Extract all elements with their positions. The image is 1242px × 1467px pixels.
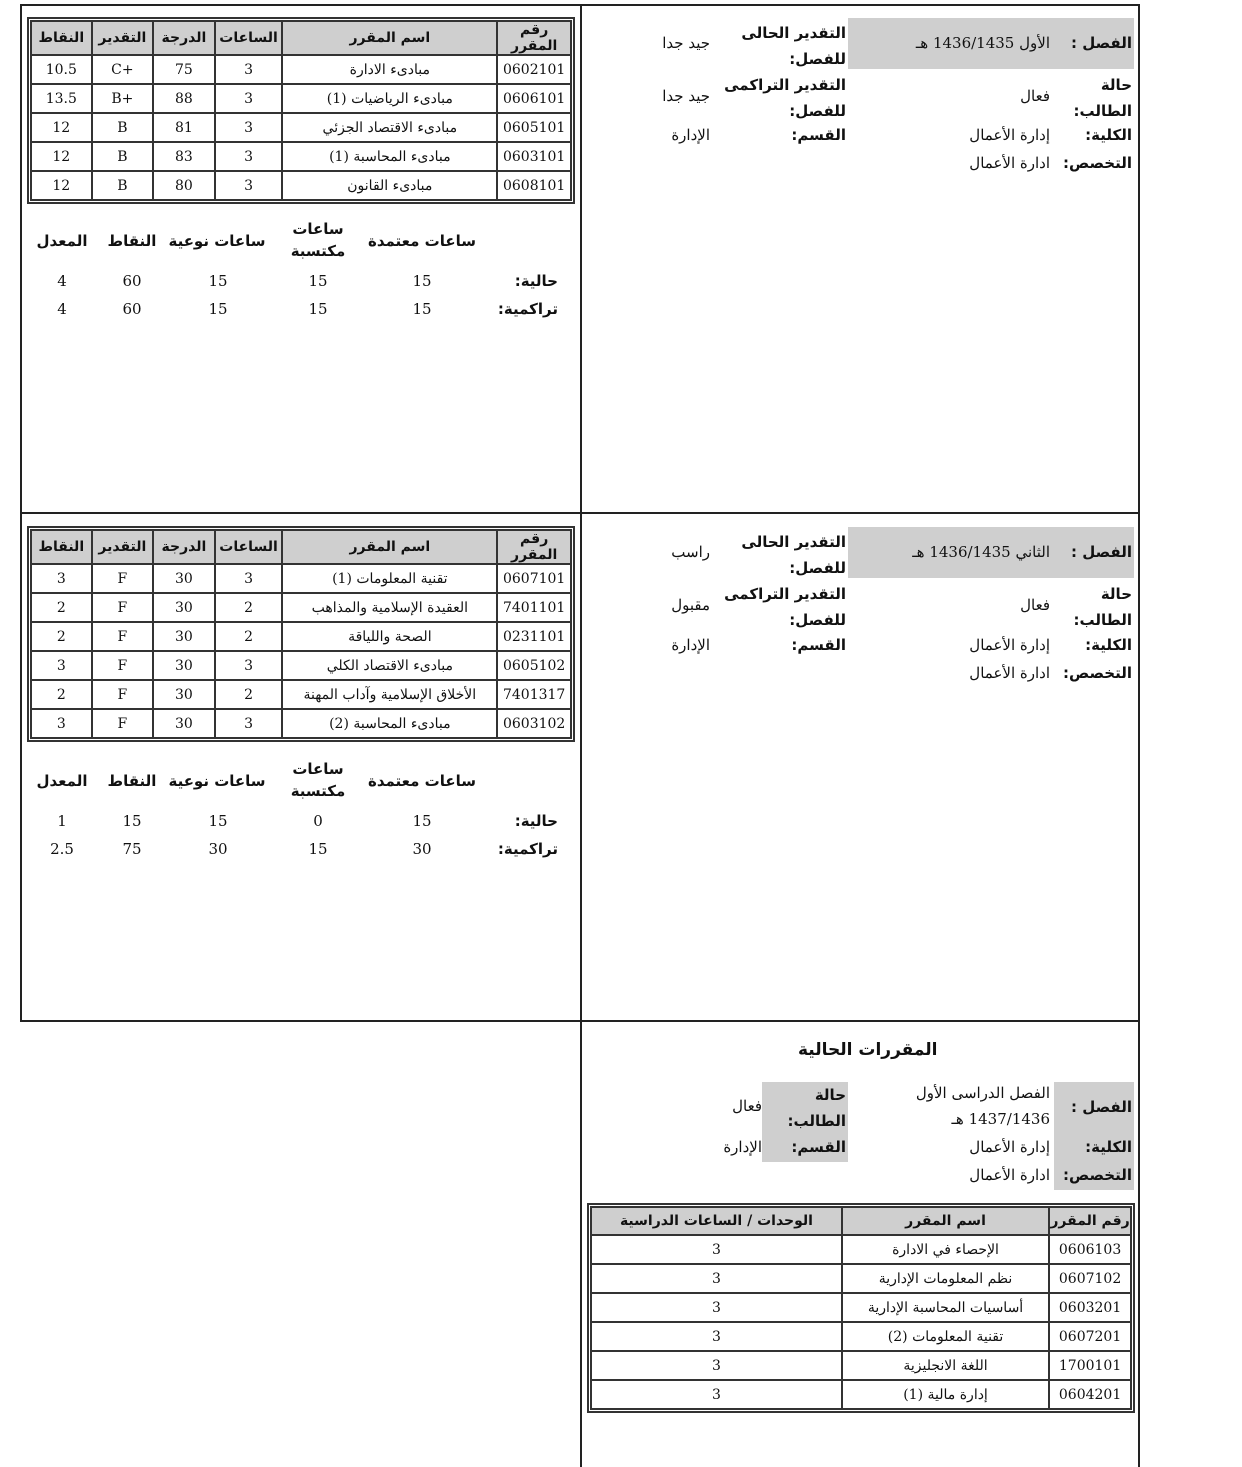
course-points: 3 <box>31 651 92 680</box>
summary-cumulative-gpa: 4 <box>57 300 67 318</box>
course-points: 10.5 <box>31 55 92 84</box>
table-row <box>31 622 571 651</box>
table-row <box>591 1235 1131 1264</box>
course-grade: C+ <box>92 55 154 84</box>
course-points: 12 <box>31 113 92 142</box>
cumulative-grade-value: مقبول <box>671 596 710 614</box>
header-course-code: رقم المقرر <box>497 21 571 55</box>
college-value: إدارة الأعمال <box>969 126 1050 144</box>
semester-2-summary <box>22 756 578 866</box>
summary-current-points: 15 <box>122 812 142 830</box>
department-value: الإدارة <box>671 636 710 654</box>
course-grade: B <box>92 142 154 171</box>
summary-header-gpa: المعدل <box>36 232 88 250</box>
cumulative-grade-label: التقدير التراكمى للفصل: <box>724 585 846 629</box>
table-header-row <box>31 530 571 564</box>
course-code: 7401101 <box>497 593 571 622</box>
student-status-label: حالة الطالب: <box>787 1086 846 1130</box>
course-code: 0607201 <box>1049 1322 1131 1351</box>
course-code: 7401317 <box>497 680 571 709</box>
table-row <box>31 709 571 738</box>
semester-value: الأول 1436/1435 هـ <box>915 34 1050 52</box>
course-name: تقنية المعلومات (2) <box>842 1322 1049 1351</box>
summary-current-quality: 15 <box>208 812 228 830</box>
summary-header-earned-hours: ساعات مكتسبة <box>290 760 346 800</box>
course-name: أساسيات المحاسبة الإدارية <box>842 1293 1049 1322</box>
course-points: 13.5 <box>31 84 92 113</box>
summary-cumulative-gpa: 2.5 <box>50 840 74 858</box>
semester-label: الفصل : <box>1071 1098 1132 1116</box>
course-name: الصحة واللياقة <box>282 622 497 651</box>
semester-label: الفصل : <box>1071 34 1132 52</box>
course-name: الإحصاء في الادارة <box>842 1235 1049 1264</box>
department-value: الإدارة <box>671 126 710 144</box>
course-points: 2 <box>31 622 92 651</box>
summary-cumulative-credit: 30 <box>412 840 432 858</box>
summary-cumulative-earned: 15 <box>308 840 328 858</box>
semester-2-courses-table <box>30 529 572 739</box>
table-row <box>591 1293 1131 1322</box>
course-hours: 3 <box>215 113 283 142</box>
course-grade: F <box>92 593 154 622</box>
course-score: 30 <box>153 564 215 593</box>
course-units: 3 <box>591 1293 842 1322</box>
course-grade: B <box>92 171 154 200</box>
header-course-code: رقم المقرر <box>497 530 571 564</box>
course-name: مبادىء الادارة <box>282 55 497 84</box>
course-code: 0608101 <box>497 171 571 200</box>
summary-current-gpa: 4 <box>57 272 67 290</box>
header-score: الدرجة <box>153 530 215 564</box>
course-code: 0603101 <box>497 142 571 171</box>
course-score: 30 <box>153 709 215 738</box>
frame-line <box>580 4 582 1467</box>
course-points: 3 <box>31 709 92 738</box>
course-code: 0606101 <box>497 84 571 113</box>
major-label: التخصص: <box>1063 154 1132 172</box>
summary-current-gpa: 1 <box>57 812 67 830</box>
header-hours: الساعات <box>215 21 283 55</box>
course-name: اللغة الانجليزية <box>842 1351 1049 1380</box>
course-grade: B <box>92 113 154 142</box>
summary-cumulative-label: تراكمية: <box>497 300 558 318</box>
course-points: 12 <box>31 171 92 200</box>
summary-current-earned: 15 <box>308 272 328 290</box>
department-label: القسم: <box>791 1138 846 1156</box>
semester-value-line2: 1437/1436 هـ <box>951 1110 1050 1128</box>
table-row <box>591 1380 1131 1409</box>
summary-header-credit-hours: ساعات معتمدة <box>367 232 476 250</box>
course-score: 83 <box>153 142 215 171</box>
semester-1-summary <box>22 216 578 326</box>
course-score: 75 <box>153 55 215 84</box>
summary-header-points: النقاط <box>107 232 157 250</box>
course-units: 3 <box>591 1264 842 1293</box>
summary-current-credit: 15 <box>412 272 432 290</box>
course-hours: 3 <box>215 171 283 200</box>
summary-current-points: 60 <box>122 272 142 290</box>
table-row <box>591 1322 1131 1351</box>
course-code: 0604201 <box>1049 1380 1131 1409</box>
header-points: النقاط <box>31 21 92 55</box>
summary-header-credit-hours: ساعات معتمدة <box>367 772 476 790</box>
frame-line <box>20 512 1140 514</box>
header-grade: التقدير <box>92 21 154 55</box>
summary-cumulative-earned: 15 <box>308 300 328 318</box>
summary-current-credit: 15 <box>412 812 432 830</box>
header-units: الوحدات / الساعات الدراسية <box>591 1207 842 1235</box>
course-units: 3 <box>591 1235 842 1264</box>
current-grade-value: راسب <box>671 543 710 561</box>
semester-1-courses-table <box>30 20 572 201</box>
table-row <box>31 593 571 622</box>
course-score: 30 <box>153 593 215 622</box>
header-score: الدرجة <box>153 21 215 55</box>
major-value: ادارة الأعمال <box>969 154 1050 172</box>
header-course-code: رقم المقرر <box>1049 1207 1131 1235</box>
course-score: 30 <box>153 680 215 709</box>
table-header-row <box>31 21 571 55</box>
course-hours: 3 <box>215 709 283 738</box>
semester-label: الفصل : <box>1071 543 1132 561</box>
major-label: التخصص: <box>1063 1166 1132 1184</box>
table-row <box>591 1351 1131 1380</box>
course-points: 3 <box>31 564 92 593</box>
course-name: مبادىء المحاسبة (1) <box>282 142 497 171</box>
course-units: 3 <box>591 1380 842 1409</box>
course-name: تقنية المعلومات (1) <box>282 564 497 593</box>
department-label: القسم: <box>791 636 846 654</box>
summary-current-label: حالية: <box>514 272 558 290</box>
course-code: 0607101 <box>497 564 571 593</box>
course-code: 0607102 <box>1049 1264 1131 1293</box>
summary-header-quality-hours: ساعات نوعية <box>168 772 266 790</box>
college-label: الكلية: <box>1085 636 1132 654</box>
summary-header-earned-hours: ساعات مكتسبة <box>290 220 346 260</box>
course-name: العقيدة الإسلامية والمذاهب <box>282 593 497 622</box>
student-status-value: فعال <box>1020 596 1050 614</box>
course-hours: 3 <box>215 142 283 171</box>
summary-current-quality: 15 <box>208 272 228 290</box>
course-code: 0603102 <box>497 709 571 738</box>
course-grade: F <box>92 709 154 738</box>
table-row <box>31 84 571 113</box>
department-value: الإدارة <box>723 1138 762 1156</box>
current-grade-label: التقدير الحالى للفصل: <box>741 24 846 68</box>
summary-cumulative-quality: 30 <box>208 840 228 858</box>
current-courses-title: المقررات الحالية <box>798 1040 938 1060</box>
college-value: إدارة الأعمال <box>969 1138 1050 1156</box>
course-score: 80 <box>153 171 215 200</box>
course-score: 88 <box>153 84 215 113</box>
course-code: 0605102 <box>497 651 571 680</box>
summary-header-quality-hours: ساعات نوعية <box>168 232 266 250</box>
current-courses-table <box>590 1206 1132 1410</box>
header-grade: التقدير <box>92 530 154 564</box>
course-code: 1700101 <box>1049 1351 1131 1380</box>
college-value: إدارة الأعمال <box>969 636 1050 654</box>
summary-cumulative-label: تراكمية: <box>497 840 558 858</box>
course-grade: F <box>92 622 154 651</box>
course-name: إدارة مالية (1) <box>842 1380 1049 1409</box>
course-name: مبادىء القانون <box>282 171 497 200</box>
major-label: التخصص: <box>1063 664 1132 682</box>
course-name: مبادىء المحاسبة (2) <box>282 709 497 738</box>
table-row <box>31 651 571 680</box>
table-row <box>591 1264 1131 1293</box>
semester-value: الثاني 1436/1435 هـ <box>912 543 1050 561</box>
summary-cumulative-points: 75 <box>122 840 142 858</box>
header-course-name: اسم المقرر <box>282 21 497 55</box>
course-grade: F <box>92 564 154 593</box>
semester-value-line1: الفصل الدراسى الأول <box>915 1084 1050 1102</box>
course-score: 30 <box>153 622 215 651</box>
table-row <box>31 113 571 142</box>
table-header-row <box>591 1207 1131 1235</box>
course-name: مبادىء الاقتصاد الكلي <box>282 651 497 680</box>
table-row <box>31 55 571 84</box>
department-label: القسم: <box>791 126 846 144</box>
current-grade-label: التقدير الحالى للفصل: <box>741 533 846 577</box>
course-code: 0231101 <box>497 622 571 651</box>
current-grade-value: جيد جدا <box>662 34 710 52</box>
course-points: 2 <box>31 680 92 709</box>
course-hours: 3 <box>215 84 283 113</box>
college-label: الكلية: <box>1085 1138 1132 1156</box>
student-status-label: حالة الطالب: <box>1073 76 1132 120</box>
header-points: النقاط <box>31 530 92 564</box>
course-hours: 2 <box>215 680 283 709</box>
frame-line <box>1138 4 1140 1467</box>
course-points: 2 <box>31 593 92 622</box>
course-hours: 2 <box>215 593 283 622</box>
summary-cumulative-credit: 15 <box>412 300 432 318</box>
header-course-name: اسم المقرر <box>842 1207 1049 1235</box>
summary-current-earned: 0 <box>313 812 323 830</box>
course-hours: 3 <box>215 55 283 84</box>
summary-current-label: حالية: <box>514 812 558 830</box>
table-row <box>31 680 571 709</box>
major-value: ادارة الأعمال <box>969 1166 1050 1184</box>
course-hours: 3 <box>215 651 283 680</box>
course-units: 3 <box>591 1322 842 1351</box>
course-grade: B+ <box>92 84 154 113</box>
course-code: 0602101 <box>497 55 571 84</box>
course-hours: 3 <box>215 564 283 593</box>
course-points: 12 <box>31 142 92 171</box>
course-name: الأخلاق الإسلامية وآداب المهنة <box>282 680 497 709</box>
course-score: 30 <box>153 651 215 680</box>
frame-line <box>20 1020 1140 1022</box>
header-course-name: اسم المقرر <box>282 530 497 564</box>
course-name: نظم المعلومات الإدارية <box>842 1264 1049 1293</box>
major-value: ادارة الأعمال <box>969 664 1050 682</box>
summary-header-gpa: المعدل <box>36 772 88 790</box>
course-name: مبادىء الرياضيات (1) <box>282 84 497 113</box>
course-code: 0605101 <box>497 113 571 142</box>
course-hours: 2 <box>215 622 283 651</box>
course-units: 3 <box>591 1351 842 1380</box>
student-status-label: حالة الطالب: <box>1073 585 1132 629</box>
cumulative-grade-value: جيد جدا <box>662 87 710 105</box>
cumulative-grade-label: التقدير التراكمى للفصل: <box>724 76 846 120</box>
summary-cumulative-points: 60 <box>122 300 142 318</box>
table-row <box>31 564 571 593</box>
course-code: 0603201 <box>1049 1293 1131 1322</box>
course-name: مبادىء الاقتصاد الجزئي <box>282 113 497 142</box>
student-status-value: فعال <box>732 1097 762 1115</box>
header-hours: الساعات <box>215 530 283 564</box>
course-grade: F <box>92 651 154 680</box>
student-status-value: فعال <box>1020 87 1050 105</box>
course-grade: F <box>92 680 154 709</box>
summary-header-points: النقاط <box>107 772 157 790</box>
college-label: الكلية: <box>1085 126 1132 144</box>
table-row <box>31 142 571 171</box>
course-score: 81 <box>153 113 215 142</box>
summary-cumulative-quality: 15 <box>208 300 228 318</box>
table-row <box>31 171 571 200</box>
course-code: 0606103 <box>1049 1235 1131 1264</box>
